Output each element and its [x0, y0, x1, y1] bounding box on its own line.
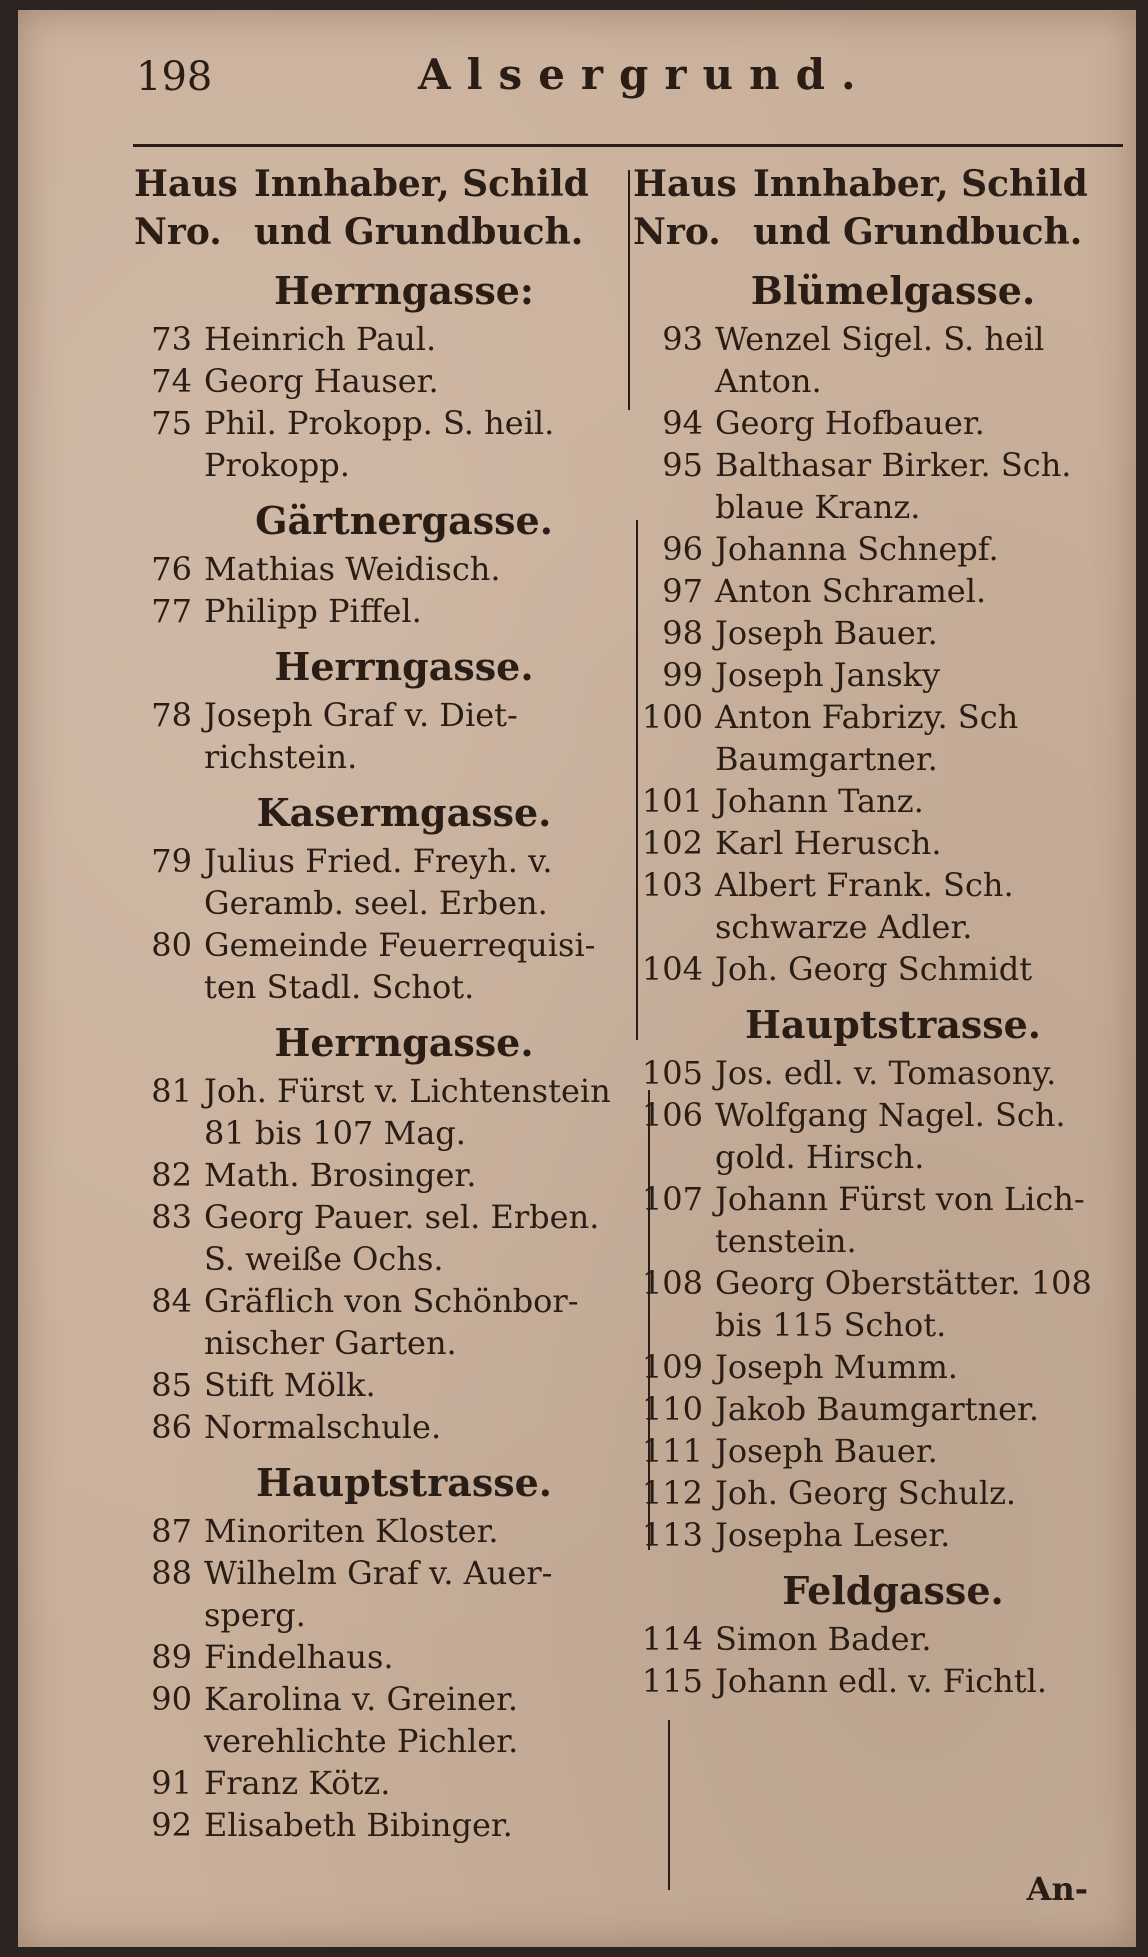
- owner-name: Karolina v. Greiner. verehlichte Pichler.: [204, 1680, 519, 1760]
- house-entry: [633, 654, 1113, 696]
- owner-name: Phil. Prokopp. S. heil. Prokopp.: [204, 404, 555, 484]
- page-number: 198: [136, 54, 213, 100]
- house-entry: [633, 1472, 1113, 1514]
- house-number: 94: [662, 404, 703, 442]
- owner-name: Joseph Jansky: [715, 656, 941, 694]
- header-nro: Nro.: [633, 211, 721, 253]
- house-entry: [134, 548, 634, 590]
- house-number: 95: [662, 446, 703, 484]
- owner-name: Findelhaus.: [204, 1638, 394, 1676]
- house-number: 109: [641, 1348, 703, 1386]
- owner-name: Georg Hofbauer.: [715, 404, 985, 442]
- house-entry: [134, 1280, 634, 1364]
- street-heading: Kasermgasse.: [256, 790, 552, 835]
- owner-name: Balthasar Birker. Sch. blaue Kranz.: [715, 446, 1072, 526]
- house-entry: [134, 1196, 634, 1280]
- right-entries: [633, 268, 1113, 1702]
- house-entry: [134, 590, 634, 632]
- header-owner: Innhaber, Schild: [753, 163, 1088, 205]
- owner-name: Wolfgang Nagel. Sch. gold. Hirsch.: [715, 1096, 1066, 1176]
- house-entry: [134, 1406, 634, 1448]
- book-page: [18, 10, 1136, 1947]
- house-number: 101: [641, 782, 703, 820]
- owner-name: Georg Oberstätter. 108 bis 115 Schot.: [715, 1264, 1092, 1344]
- owner-name: Joseph Bauer.: [715, 1432, 938, 1470]
- house-entry: [633, 570, 1113, 612]
- house-number: 105: [641, 1054, 703, 1092]
- house-entry: [633, 1660, 1113, 1702]
- owner-name: Joh. Fürst v. Lichtenstein 81 bis 107 Mag.: [204, 1072, 611, 1152]
- house-number: 98: [662, 614, 703, 652]
- catchword: An-: [1026, 1870, 1088, 1908]
- owner-name: Georg Hauser.: [204, 362, 439, 400]
- house-entry: [633, 528, 1113, 570]
- owner-name: Franz Kötz.: [204, 1764, 391, 1802]
- owner-name: Anton Schramel.: [715, 572, 987, 610]
- house-number: 110: [641, 1390, 703, 1428]
- street-heading: Blümelgasse.: [750, 268, 1036, 313]
- owner-name: Joh. Georg Schulz.: [715, 1474, 1017, 1512]
- house-entry: [134, 402, 634, 486]
- owner-name: Joseph Graf v. Diet- richstein.: [204, 696, 518, 776]
- owner-name: Joh. Georg Schmidt: [715, 950, 1033, 988]
- house-entry: [633, 318, 1113, 402]
- header-rule: [133, 144, 1123, 147]
- house-number: 113: [641, 1516, 703, 1554]
- house-number: 76: [151, 550, 192, 588]
- house-number: 115: [641, 1662, 703, 1700]
- owner-name: Johann Fürst von Lich- tenstein.: [715, 1180, 1085, 1260]
- house-number: 91: [151, 1764, 192, 1802]
- house-entry: [633, 612, 1113, 654]
- left-column: [134, 160, 634, 1846]
- house-number: 92: [151, 1806, 192, 1844]
- house-entry: [633, 1430, 1113, 1472]
- owner-name: Johanna Schnepf.: [715, 530, 999, 568]
- header-owner-sub: und Grundbuch.: [753, 211, 1083, 253]
- house-entry: [633, 1094, 1113, 1178]
- house-entry: [134, 1154, 634, 1196]
- house-number: 96: [662, 530, 703, 568]
- owner-name: Jakob Baumgartner.: [715, 1390, 1039, 1428]
- right-column-header: [633, 160, 1113, 256]
- house-entry: [633, 948, 1113, 990]
- house-number: 88: [151, 1554, 192, 1592]
- house-entry: [134, 1636, 634, 1678]
- owner-name: Johann edl. v. Fichtl.: [715, 1662, 1048, 1700]
- header-haus: Haus: [134, 163, 238, 205]
- house-number: 102: [641, 824, 703, 862]
- house-number: 104: [641, 950, 703, 988]
- house-number: 114: [641, 1620, 703, 1658]
- house-number: 90: [151, 1680, 192, 1718]
- house-number: 106: [641, 1096, 703, 1134]
- owner-name: Wenzel Sigel. S. heil Anton.: [715, 320, 1045, 400]
- house-number: 73: [151, 320, 192, 358]
- owner-name: Philipp Piffel.: [204, 592, 422, 630]
- owner-name: Gemeinde Feuerrequisi- ten Stadl. Schot.: [204, 926, 596, 1006]
- owner-name: Math. Brosinger.: [204, 1156, 477, 1194]
- owner-name: Joseph Mumm.: [715, 1348, 958, 1386]
- house-entry: [633, 444, 1113, 528]
- house-number: 107: [641, 1180, 703, 1218]
- house-entry: [134, 318, 634, 360]
- house-entry: [633, 1346, 1113, 1388]
- house-number: 77: [151, 592, 192, 630]
- house-entry: [134, 694, 634, 778]
- house-number: 86: [151, 1408, 192, 1446]
- house-entry: [134, 1510, 634, 1552]
- house-entry: [134, 924, 634, 1008]
- house-entry: [134, 1678, 634, 1762]
- owner-name: Josepha Leser.: [715, 1516, 951, 1554]
- owner-name: Simon Bader.: [715, 1620, 932, 1658]
- house-entry: [633, 1052, 1113, 1094]
- header-haus: Haus: [633, 163, 737, 205]
- house-number: 82: [151, 1156, 192, 1194]
- right-column: [633, 160, 1113, 1702]
- owner-name: Jos. edl. v. Tomasony.: [715, 1054, 1057, 1092]
- owner-name: Heinrich Paul.: [204, 320, 437, 358]
- left-entries: [134, 268, 634, 1846]
- owner-name: Stift Mölk.: [204, 1366, 376, 1404]
- running-title: Alsergrund.: [418, 50, 872, 99]
- house-number: 78: [151, 696, 192, 734]
- street-heading: Gärtnergasse.: [255, 498, 553, 543]
- house-number: 83: [151, 1198, 192, 1236]
- house-entry: [633, 1388, 1113, 1430]
- house-entry: [633, 822, 1113, 864]
- house-number: 87: [151, 1512, 192, 1550]
- house-number: 85: [151, 1366, 192, 1404]
- owner-name: Karl Herusch.: [715, 824, 942, 862]
- owner-name: Minoriten Kloster.: [204, 1512, 499, 1550]
- house-entry: [633, 1618, 1113, 1660]
- house-number: 97: [662, 572, 703, 610]
- house-entry: [134, 1364, 634, 1406]
- owner-name: Elisabeth Bibinger.: [204, 1806, 513, 1844]
- house-entry: [633, 696, 1113, 780]
- house-number: 81: [151, 1072, 192, 1110]
- street-heading: Feldgasse.: [782, 1568, 1004, 1613]
- house-entry: [633, 1262, 1113, 1346]
- house-number: 99: [662, 656, 703, 694]
- owner-name: Joseph Bauer.: [715, 614, 938, 652]
- owner-name: Gräflich von Schönbor- nischer Garten.: [204, 1282, 579, 1362]
- owner-name: Mathias Weidisch.: [204, 550, 501, 588]
- house-entry: [134, 1762, 634, 1804]
- owner-name: Johann Tanz.: [715, 782, 924, 820]
- street-heading: Herrngasse:: [274, 268, 534, 313]
- house-entry: [633, 864, 1113, 948]
- column-divider-bottom: [668, 1720, 670, 1890]
- header-owner-sub: und Grundbuch.: [254, 211, 584, 253]
- owner-name: Albert Frank. Sch. schwarze Adler.: [715, 866, 1014, 946]
- header-owner: Innhaber, Schild: [254, 163, 589, 205]
- house-number: 89: [151, 1638, 192, 1676]
- header-nro: Nro.: [134, 211, 222, 253]
- owner-name: Anton Fabrizy. Sch Baumgartner.: [715, 698, 1019, 778]
- left-column-header: [134, 160, 634, 256]
- owner-name: Wilhelm Graf v. Auer- sperg.: [204, 1554, 553, 1634]
- house-entry: [134, 1552, 634, 1636]
- house-entry: [633, 402, 1113, 444]
- house-number: 100: [641, 698, 703, 736]
- house-number: 74: [151, 362, 192, 400]
- house-number: 103: [641, 866, 703, 904]
- house-entry: [134, 1804, 634, 1846]
- owner-name: Georg Pauer. sel. Erben. S. weiße Ochs.: [204, 1198, 600, 1278]
- house-number: 75: [151, 404, 192, 442]
- house-entry: [134, 360, 634, 402]
- house-entry: [633, 1514, 1113, 1556]
- house-number: 111: [641, 1432, 703, 1470]
- house-number: 80: [151, 926, 192, 964]
- house-number: 79: [151, 842, 192, 880]
- house-number: 93: [662, 320, 703, 358]
- house-number: 112: [641, 1474, 703, 1512]
- street-heading: Herrngasse.: [274, 1020, 534, 1065]
- house-number: 108: [641, 1264, 703, 1302]
- street-heading: Hauptstrasse.: [255, 1460, 553, 1505]
- house-number: 84: [151, 1282, 192, 1320]
- house-entry: [134, 840, 634, 924]
- owner-name: Normalschule.: [204, 1408, 442, 1446]
- street-heading: Hauptstrasse.: [744, 1002, 1042, 1047]
- street-heading: Herrngasse.: [274, 644, 534, 689]
- house-entry: [134, 1070, 634, 1154]
- house-entry: [633, 780, 1113, 822]
- house-entry: [633, 1178, 1113, 1262]
- owner-name: Julius Fried. Freyh. v. Geramb. seel. Erben.: [204, 842, 553, 922]
